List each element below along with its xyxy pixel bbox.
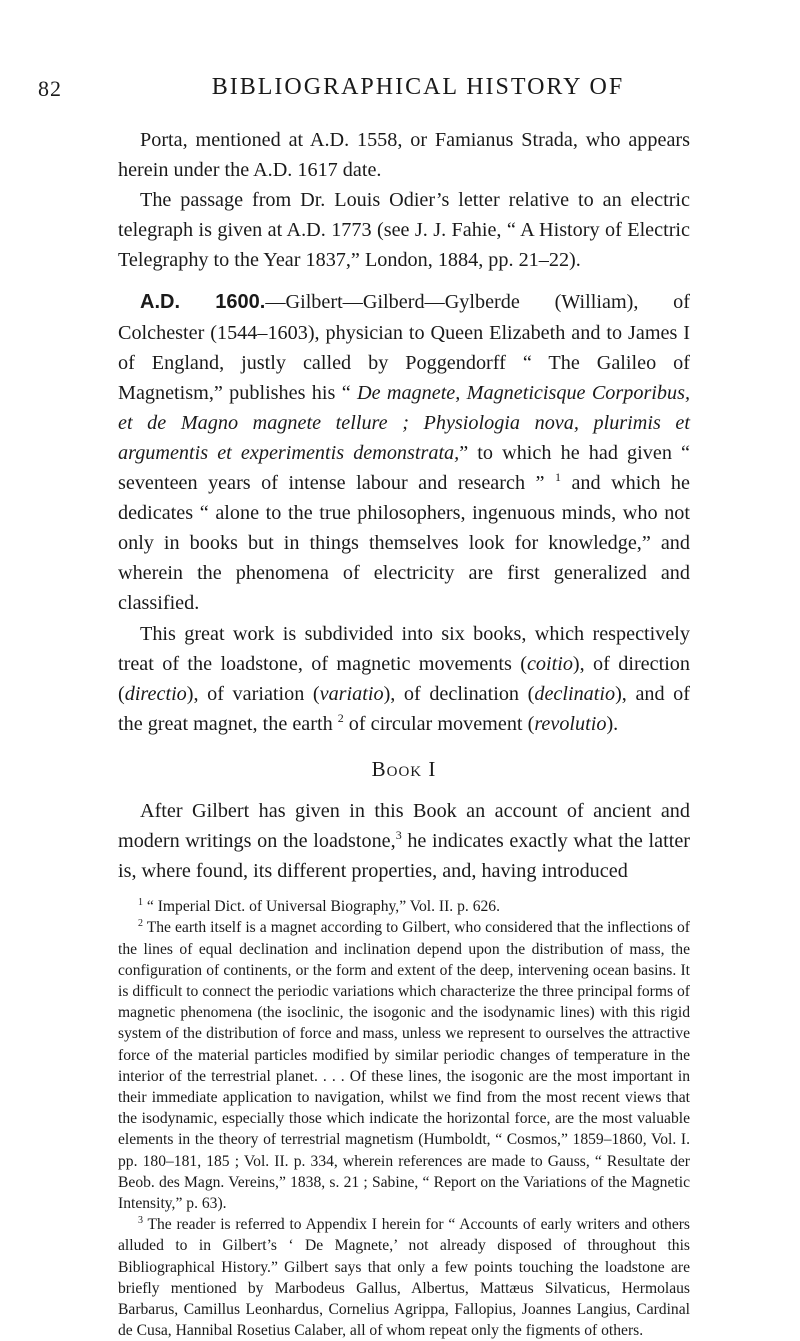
- entry-text: —Gilbert—Gilberd—Gylberde (William), of Colchester (1544–1603), physician to Queen Elizabeth and to James I of England, justly called by Poggendorff “ The Galileo of Magnetism,” publishes his “: [118, 291, 690, 404]
- main-text: [118, 125, 690, 886]
- paragraph: [118, 796, 690, 886]
- paragraph-text: ), and of the great magnet, the earth: [118, 682, 690, 735]
- footnote-mark: 3: [138, 1215, 143, 1227]
- section-heading: Book I: [371, 756, 437, 781]
- footnote-mark: 1: [138, 897, 143, 909]
- footnote: [118, 1214, 690, 1341]
- paragraph-text: This great work is subdivided into six books, which respectively treat of the loadstone, of magnetic movements (: [118, 622, 690, 675]
- paragraph-text: he indicates exactly what the latter is, where found, its different properties, and, having introduced: [118, 829, 691, 883]
- footnote-ref[interactable]: 2: [337, 710, 344, 725]
- paragraph: Porta, mentioned at A.D. 1558, or Famianus Strada, who appears herein under the A.D. 1617 date.: [118, 129, 690, 182]
- footnote: [118, 917, 690, 1214]
- paragraph-text: ).: [606, 712, 619, 735]
- page-header: [38, 70, 690, 110]
- work-title: De magnete, Magneticisque Corporibus, et de Magno magnete tellure ; Physiologia nova, plurimis et argumentis et experimentis demonstrata,: [118, 381, 691, 464]
- paragraph-text: ), of direction (: [118, 652, 690, 705]
- latin-term: declinatio: [534, 682, 616, 705]
- latin-term: revolutio: [534, 712, 607, 735]
- footnote-text: The earth itself is a magnet according to Gilbert, who considered that the inflections of the lines of equal declination and inclination depend upon the distribution of mass, the configuration of continents, or the form and extent of the deep, intervening ocean basins. It is difficult to connect the periodic variations which characterize the three principal forms of magnetic phenomena (the isoclinic, the isogonic and the isodynamic lines) with this rigid system of the distribution of force and mass, unless we represent to ourselves the attractive force of the material particles modified by similar periodic changes of temperature in the interior of the terrestrial planet. . . . Of these lines, the isogonic are the most important in their immediate application to navigation, whilst we find from the most recent views that the isodynamic, especially those which indicate the horizontal force, are the most valuable elements in the theory of terrestrial magnetism (Humboldt, “ Cosmos,” 1859–1860, Vol. I. pp. 180–181, 185 ; Vol. II. p. 334, wherein references are made to Gauss, “ Resultate der Beob. des Magn. Vereins,” 1838, s. 21 ; Sabine, “ Report on the Variations of the Magnetic Intensity,” p. 63).: [118, 919, 690, 1212]
- footnote-ref[interactable]: 3: [395, 827, 402, 842]
- entry-text: and which he dedicates “ alone to the true philosophers, ingenuous minds, who not only in books but in things themselves look for knowledge,” and wherein the phenomena of electricity are first generalized and classified.: [118, 472, 690, 615]
- entry-text: ” to which he had given “ seventeen years of intense labour and research ”: [118, 441, 691, 495]
- page-number: 82: [38, 76, 62, 101]
- paragraph-text: After Gilbert has given in this Book an account of ancient and modern writings on the loadstone,: [118, 799, 690, 852]
- entry-1600: [118, 287, 690, 618]
- footnote-text: “ Imperial Dict. of Universal Biography,” Vol. II. p. 626.: [143, 898, 500, 916]
- latin-term: coitio: [526, 652, 573, 675]
- paragraph-text: ), of declination (: [383, 682, 535, 705]
- footnote: [118, 896, 690, 917]
- footnote-text: The reader is referred to Appendix I herein for “ Accounts of early writers and others alluded to in Gilbert’s ‘ De Magnete,’ not already disposed of throughout this Bibliographical History.” Gilbert says that only a few points touching the loadstone are briefly mentioned by Marbodeus Gallus, Albertus, Mattæus Silvaticus, Hermolaus Barbarus, Camillus Leonhardus, Cornelius Agrippa, Fallopius, Joannes Langius, Cardinal de Cusa, Hannibal Rosetius Calaber, all of whom repeat only the figments of others.: [118, 1216, 690, 1340]
- paragraph-text: of circular movement (: [343, 712, 535, 735]
- latin-term: directio: [124, 682, 187, 705]
- entry-year: A.D. 1600.: [140, 291, 266, 314]
- paragraph-text: ), of variation (: [186, 682, 320, 705]
- footnote-ref[interactable]: 1: [554, 470, 561, 485]
- latin-term: variatio: [319, 682, 384, 705]
- book-page: [38, 70, 691, 1341]
- paragraph: [118, 619, 690, 739]
- footnotes: [118, 896, 690, 1341]
- running-head: BIBLIOGRAPHICAL HISTORY OF: [211, 74, 625, 100]
- footnote-mark: 2: [138, 918, 143, 930]
- paragraph: The passage from Dr. Louis Odier’s letter relative to an electric telegraph is given at A.D. 1773 (see J. J. Fahie, “ A History of Electric Telegraphy to the Year 1837,” London, 1884, pp. 21–22).: [118, 189, 690, 272]
